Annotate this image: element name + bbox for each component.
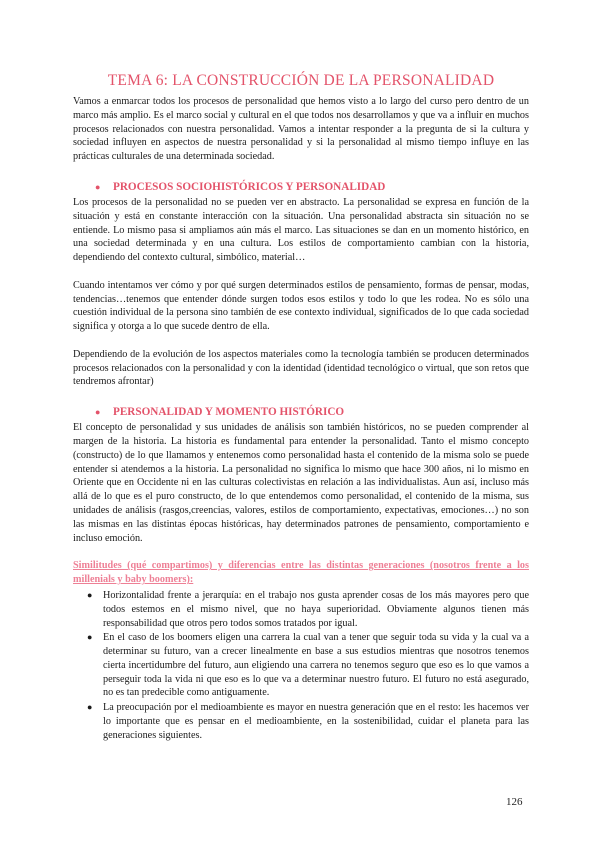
paragraph: Los procesos de la personalidad no se pueden ver en abstracto. La personalidad se expresa en función de la situación y está en constante interacción con la situación. Una personalidad abstracta sin situación no se entiende. Lo mismo pasa si ampliamos aún más el marco. Las situaciones se dan en un momento histórico, en una sociedad determinada y en una cultura. Los estilos de comportamiento cambian con la historia, dependiendo del contexto cultural, simbólico, material…	[73, 196, 529, 264]
page-title: TEMA 6: LA CONSTRUCCIÓN DE LA PERSONALIDAD	[107, 72, 495, 89]
bullet-icon: ●	[95, 181, 101, 192]
list-item-text: En el caso de los boomers eligen una carrera la cual van a tener que seguir toda su vida y la cual va a determinar su futuro, van a crecer linealmente en base a sus estudios mientras que nosotros tenemos cierta incertidumbre del futuro, aun eligiendo una carrera no tenemos seguro que eso es lo que vamos a perseguir toda la vida ni que eso es lo que va a determinar nuestro futuro. El futuro no está asegurado, no es tan predecible como antiguamente.	[103, 632, 529, 699]
section-heading-procesos	[73, 180, 529, 194]
list-item	[73, 589, 529, 630]
section-heading-text: PROCESOS SOCIOHISTÓRICOS Y PERSONALIDAD	[113, 180, 386, 193]
page-content	[73, 72, 529, 744]
paragraph: El concepto de personalidad y sus unidades de análisis son también históricos, no se pueden comprender al margen de la historia. La historia es fundamental para entender la personalidad. Tanto el mismo concepto (constructo) de lo que llamamos y entenemos como personalidad hasta el contenido de la misma solo se puede entender si atendemos a la historia. La personalidad no significa lo mismo que hace 300 años, ni lo mismo en Oriente que en Occidente ni en las culturas colectivistas en relación a las individualistas. Aun así, incluso más allá de lo que es el puro constructo, de lo que entendemos como personalidad, el contenido de la misma, sus unidades de análisis (rasgos,creencias, valores, estilos de comportamiento, expectativas, emociones…) no son las mismas en las distintas épocas históricas, hay determinados patrones de pensamiento, comportamiento e incluso emoción.	[73, 422, 529, 544]
list-item	[73, 701, 529, 742]
paragraph: Cuando intentamos ver cómo y por qué surgen determinados estilos de pensamiento, formas de pensar, modas, tendencias…tenemos que entender dónde surgen todos esos estilos y todo lo que les rodea. No es sólo una cuestión individual de la persona sino también de ese contexto individual, significados de lo que cada sociedad significa y otorga a lo que sucede dentro de ella.	[73, 279, 529, 333]
bullet-icon: ●	[87, 632, 93, 643]
section-heading-text: PERSONALIDAD Y MOMENTO HISTÓRICO	[113, 406, 345, 419]
bullet-icon: ●	[87, 589, 93, 600]
intro-paragraph: Vamos a enmarcar todos los procesos de personalidad que hemos visto a lo largo del curso pero dentro de un marco más amplio. Es el marco social y cultural en el que todos nos desarrollamos y que va a influir en muchos procesos relacionados con nuestra personalidad. Vamos a intentar responder a la pregunta de si la cultura y sociedad influyen en aspectos de nuestra personalidad y si la personalidad al mismo tiempo influye en las prácticas culturales de una determinada sociedad.	[73, 96, 529, 163]
list-item-text: Horizontalidad frente a jerarquía: en el trabajo nos gusta aprender cosas de los más mayores pero que todos estemos en el mismo nivel, que no haya superioridad. Obviamente algunos tienen más responsabilidad que otros pero todos somos tratados por igual.	[103, 589, 529, 629]
section-heading-momento-historico	[73, 405, 529, 419]
page-number: 126	[506, 796, 523, 808]
list-item-text: La preocupación por el medioambiente es mayor en nuestra generación que en el resto: les hacemos ver lo importante que es pensar en el medioambiente, en la sostenibilidad, cuidar el planeta para las generaciones siguientes.	[103, 702, 529, 741]
subheading-generaciones: Similitudes (qué compartimos) y diferencias entre las distintas generaciones (nosotros frente a los millenials y baby boomers):	[73, 560, 529, 586]
list-item	[73, 631, 529, 700]
paragraph: Dependiendo de la evolución de los aspectos materiales como la tecnología también se producen determinados procesos relacionados con la personalidad y con la identidad (identidad tecnológico o virtual, que son retos que tendremos afrontar)	[73, 348, 529, 388]
bullet-list	[73, 589, 529, 743]
bullet-icon: ●	[95, 407, 101, 418]
bullet-icon: ●	[87, 702, 93, 713]
